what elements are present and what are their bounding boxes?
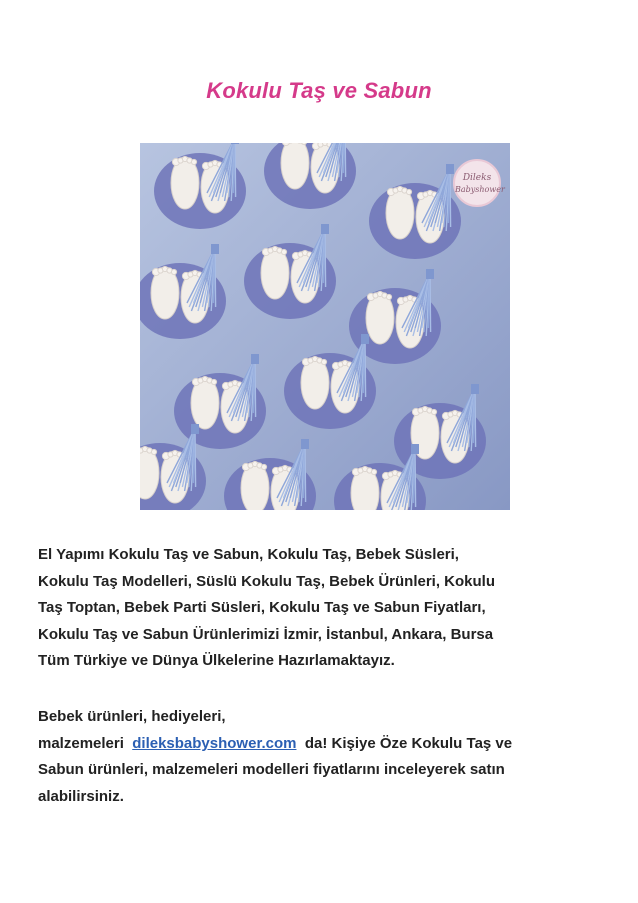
intro-line: Tüm Türkiye ve Dünya Ülkelerine Hazırlamaktayız. xyxy=(38,652,395,670)
contact-line-4: alabilirsiniz. xyxy=(38,787,124,805)
contact-paragraph xyxy=(38,704,598,810)
logo-text-2: Babyshower xyxy=(455,185,505,194)
logo-text-1: Dileks xyxy=(462,173,492,183)
contact-line-2 xyxy=(38,731,598,758)
page-title: Kokulu Taş ve Sabun xyxy=(206,78,432,103)
contact-text-before-link: malzemeleri xyxy=(38,734,124,752)
intro-line: El Yapımı Kokulu Taş ve Sabun, Kokulu Taş, Bebek Süsleri, xyxy=(38,546,459,563)
brand-logo xyxy=(453,159,505,207)
intro-line: Kokulu Taş ve Sabun Ürünlerimizi İzmir, İstanbul, Ankara, Bursa xyxy=(38,625,494,643)
intro-paragraph xyxy=(38,542,598,675)
intro-line: Taş Toptan, Bebek Parti Süsleri, Kokulu Taş ve Sabun Fiyatları, xyxy=(38,599,486,617)
website-link[interactable]: dileksbabyshower.com xyxy=(132,734,297,752)
contact-line-1: Bebek ürünleri, hediyeleri, xyxy=(38,708,226,725)
product-photo xyxy=(140,143,510,510)
intro-line: Kokulu Taş Modelleri, Süslü Kokulu Taş, Bebek Ürünleri, Kokulu xyxy=(38,572,496,590)
contact-line-3: Sabun ürünleri, malzemeleri modelleri fiyatlarını inceleyerek satın xyxy=(38,761,505,779)
baby-feet-soap-image xyxy=(140,143,510,510)
contact-text-after-link: da! Kişiye Öze Kokulu Taş ve xyxy=(304,734,513,752)
